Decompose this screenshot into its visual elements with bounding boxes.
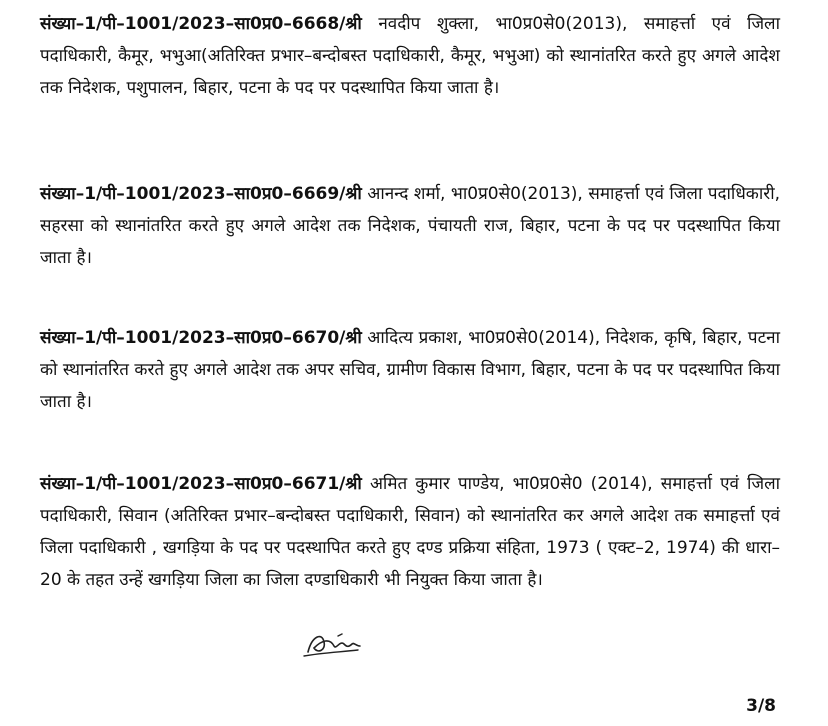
order-text-3: आदित्य प्रकाश, भा0प्र0से0(2014), निदेशक, कृषि, बिहार, पटना को स्थानांतरित करते हुए अगले आदेश तक अपर सचिव, ग्रामीण विकास विभाग, बिहार, पटना के पद पर पदस्थापित किया जाता है। (40, 328, 780, 412)
order-paragraph-3 (40, 322, 780, 418)
order-text-4: अमित कुमार पाण्डेय, भा0प्र0से0 (2014), समाहर्त्ता एवं जिला पदाधिकारी, सिवान (अतिरिक्त प्रभार–बन्दोबस्त पदाधिकारी, सिवान) को स्थानांतरित कर अगले आदेश तक समाहर्त्ता एवं जिला पदाधिकारी , खगड़िया के पद पर पदस्थापित करते हुए दण्ड प्रक्रिया संहिता, 1973 ( एक्ट–2, 1974) की धारा–20 के तहत उन्हें खगड़िया जिला का जिला दण्डाधिकारी भी नियुक्त किया जाता है। (40, 474, 780, 590)
order-reference-3: संख्या–1/पी–1001/2023–सा0प्र0–6670/श्री (40, 328, 362, 348)
page-number: 3/8 (746, 696, 776, 716)
order-paragraph-2 (40, 178, 780, 274)
order-reference-2: संख्या–1/पी–1001/2023–सा0प्र0–6669/श्री (40, 184, 362, 204)
order-paragraph-4 (40, 468, 780, 596)
signature (300, 626, 380, 662)
order-reference-4: संख्या–1/पी–1001/2023–सा0प्र0–6671/श्री (40, 474, 362, 494)
order-reference-1: संख्या–1/पी–1001/2023–सा0प्र0–6668/श्री (40, 14, 362, 34)
order-text-1: नवदीप शुक्ला, भा0प्र0से0(2013), समाहर्त्ता एवं जिला पदाधिकारी, कैमूर, भभुआ(अतिरिक्त प्रभार–बन्दोबस्त पदाधिकारी, कैमूर, भभुआ) को स्थानांतरित करते हुए अगले आदेश तक निदेशक, पशुपालन, बिहार, पटना के पद पर पदस्थापित किया जाता है। (40, 14, 780, 98)
order-text-2: आनन्द शर्मा, भा0प्र0से0(2013), समाहर्त्ता एवं जिला पदाधिकारी, सहरसा को स्थानांतरित करते हुए अगले आदेश तक निदेशक, पंचायती राज, बिहार, पटना के पद पर पदस्थापित किया जाता है। (40, 184, 780, 268)
order-paragraph-1 (40, 8, 780, 104)
